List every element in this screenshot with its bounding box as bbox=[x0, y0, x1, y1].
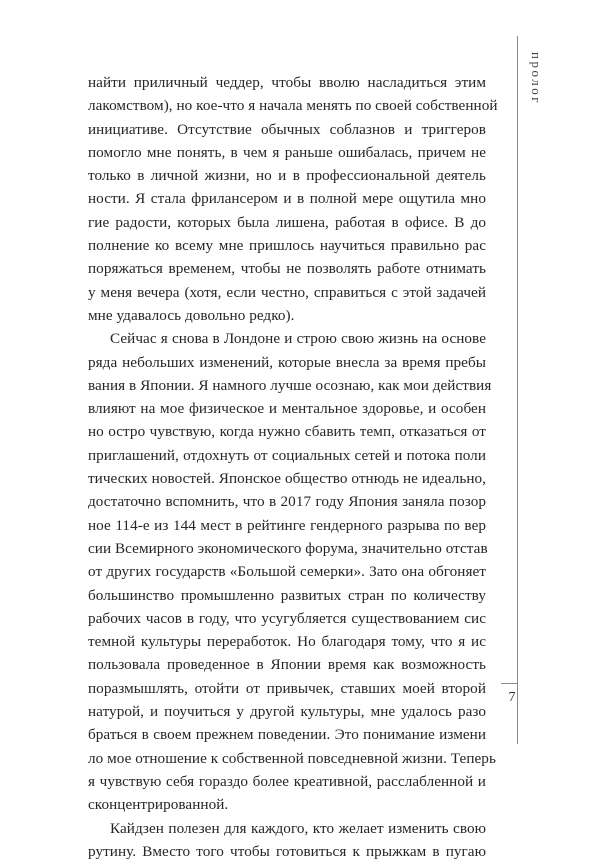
text-line: инициативе. Отсутствие обычных соблазнов и триггеров bbox=[88, 120, 486, 138]
text-line: рутину. Вместо того чтобы готовиться к прыжкам в пугаю bbox=[88, 842, 486, 860]
text-line: поразмышлять, отойти от привычек, ставших моей второй bbox=[88, 679, 486, 697]
text-line: сии Всемирного экономического форума, значительно отстав bbox=[88, 539, 488, 557]
text-line: влияют на мое физическое и ментальное здоровье, и особен bbox=[88, 400, 486, 418]
page-number: 7 bbox=[508, 690, 516, 705]
page-number-rule bbox=[501, 683, 518, 684]
text-line: ло мое отношение к собственной повседневной жизни. Теперь bbox=[88, 749, 496, 767]
text-line: большинство промышленно развитых стран по количеству bbox=[88, 586, 486, 604]
text-line: у меня вечера (хотя, если честно, справиться с этой задачей bbox=[88, 283, 486, 301]
body-text bbox=[88, 71, 498, 863]
text-line: лакомством), но кое-что я начала менять по своей собственной bbox=[88, 97, 498, 115]
text-line: приглашений, отдохнуть от социальных сетей и потока поли bbox=[88, 446, 486, 464]
text-line: мне удавалось довольно редко). bbox=[88, 306, 295, 324]
text-line: темной культуры переработок. Но благодаря тому, что я ис bbox=[88, 633, 486, 651]
text-line: полнение ко всему мне пришлось научиться правильно рас bbox=[88, 237, 486, 255]
text-line: но остро чувствую, когда нужно сбавить темп, отказаться от bbox=[88, 423, 486, 441]
text-line: Кайдзен полезен для каждого, кто желает изменить свою bbox=[110, 819, 486, 837]
text-line: ности. Я стала фрилансером и в полной мере ощутила мно bbox=[88, 190, 486, 208]
text-line: ное 114-е из 144 мест в рейтинге гендерного разрыва по вер bbox=[88, 516, 486, 534]
text-line: ряда небольших изменений, которые внесла за время пребы bbox=[88, 353, 486, 371]
text-line: рабочих часов в году, что усугубляется существованием сис bbox=[88, 609, 486, 627]
text-line: тических новостей. Японское общество отнюдь не идеально, bbox=[88, 470, 486, 488]
running-head: пролог bbox=[529, 52, 544, 106]
text-line: вания в Японии. Я намного лучше осознаю, как мои действия bbox=[88, 376, 492, 394]
text-line: Сейчас я снова в Лондоне и строю свою жизнь на основе bbox=[110, 330, 486, 348]
text-line: сконцентрированной. bbox=[88, 796, 229, 814]
text-line: достаточно вспомнить, что в 2017 году Япония заняла позор bbox=[88, 493, 486, 511]
text-line: браться в своем прежнем поведении. Это понимание измени bbox=[88, 726, 486, 744]
text-line: найти приличный чеддер, чтобы вволю насладиться этим bbox=[88, 74, 486, 91]
text-line: от других государств «Большой семерки». Зато она обгоняет bbox=[88, 563, 486, 581]
text-line: натурой, и поучиться у другой культуры, мне удалось разо bbox=[88, 703, 486, 721]
text-line: пользовала проведенное в Японии время как возможность bbox=[88, 656, 486, 674]
text-line: помогло мне понять, в чем я раньше ошибалась, причем не bbox=[88, 143, 486, 161]
text-line: поряжаться временем, чтобы не позволять работе отнимать bbox=[88, 260, 486, 278]
margin-rule bbox=[517, 36, 518, 744]
text-line: гие радости, которых была лишена, работая в офисе. В до bbox=[88, 213, 486, 231]
text-line: только в личной жизни, но и в профессиональной деятель bbox=[88, 167, 486, 185]
text-line: я чувствую себя гораздо более креативной, расслабленной и bbox=[88, 772, 486, 790]
